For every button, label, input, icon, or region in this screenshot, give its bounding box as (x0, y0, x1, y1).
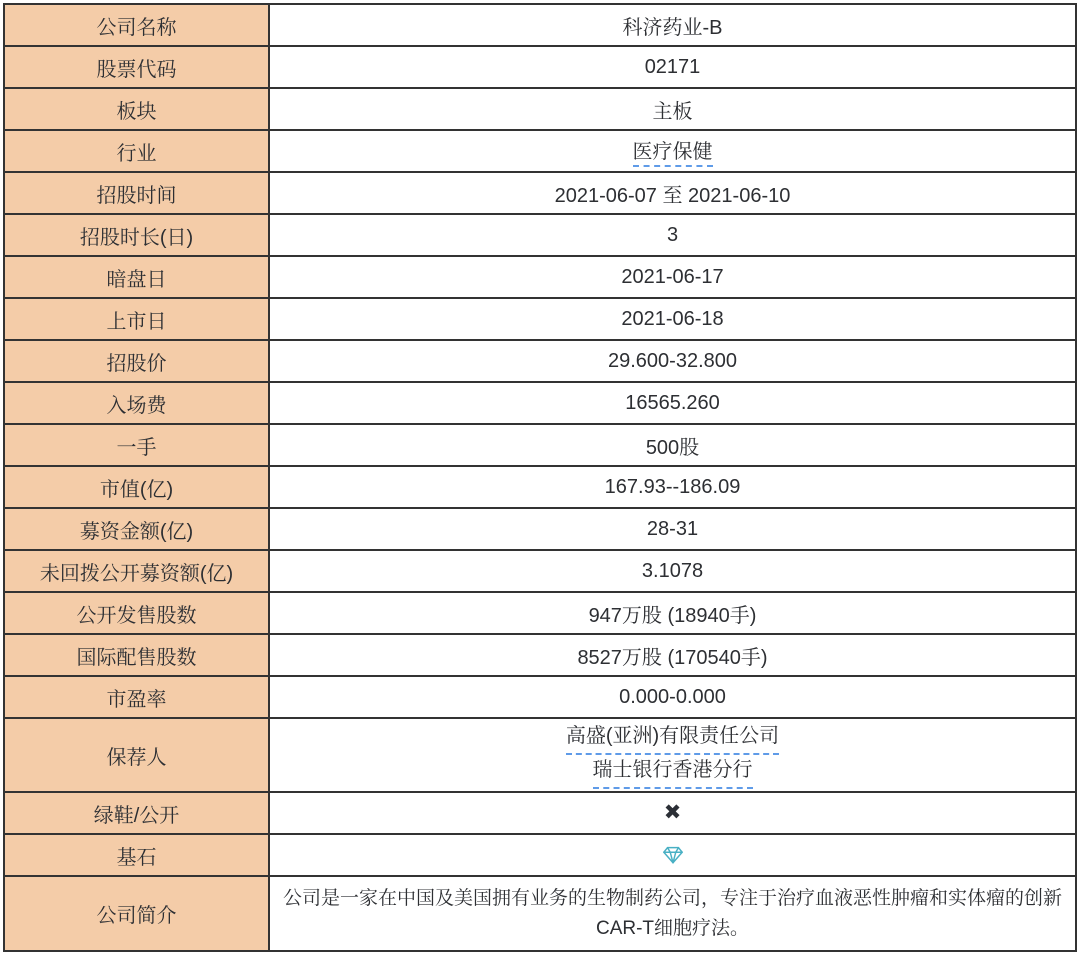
table-row-funds-raised (4, 508, 1076, 550)
offer-period-value: 2021-06-07 至 2021-06-10 (269, 172, 1076, 214)
unclawed-public-funds-value: 3.1078 (269, 550, 1076, 592)
sponsors-value (269, 718, 1076, 792)
international-placement-shares-value: 8527万股 (170540手) (269, 634, 1076, 676)
company-profile-label: 公司简介 (4, 876, 269, 951)
table-row-offer-price (4, 340, 1076, 382)
table-row-public-offer-shares (4, 592, 1076, 634)
table-row-board (4, 88, 1076, 130)
entry-fee-label: 入场费 (4, 382, 269, 424)
company-profile-text: 公司是一家在中国及美国拥有业务的生物制药公司，专注于治疗血液恶性肿瘤和实体瘤的创新CAR-T细胞疗法。 (282, 887, 1062, 939)
public-offer-shares-label: 公开发售股数 (4, 592, 269, 634)
board-value: 主板 (269, 88, 1076, 130)
ipo-info-table (3, 3, 1077, 952)
offer-duration-days-value: 3 (269, 214, 1076, 256)
pe-ratio-value: 0.000-0.000 (269, 676, 1076, 718)
sponsor-link[interactable]: 瑞士银行香港分行 (593, 755, 753, 789)
table-row-grey-market-date (4, 256, 1076, 298)
offer-price-value: 29.600-32.800 (269, 340, 1076, 382)
table-row-pe-ratio (4, 676, 1076, 718)
industry-link[interactable]: 医疗保健 (633, 135, 713, 167)
market-cap-label: 市值(亿) (4, 466, 269, 508)
table-row-greenshoe-public (4, 792, 1076, 834)
industry-label: 行业 (4, 130, 269, 172)
offer-duration-days-label: 招股时长(日) (4, 214, 269, 256)
pe-ratio-label: 市盈率 (4, 676, 269, 718)
table-row-company-profile (4, 876, 1076, 951)
company-profile-value (269, 876, 1076, 951)
market-cap-value: 167.93--186.09 (269, 466, 1076, 508)
grey-market-date-value: 2021-06-17 (269, 256, 1076, 298)
sponsor-line (276, 755, 1069, 789)
entry-fee-value: 16565.260 (269, 382, 1076, 424)
board-label: 板块 (4, 88, 269, 130)
unclawed-public-funds-label: 未回拨公开募资额(亿) (4, 550, 269, 592)
public-offer-shares-value: 947万股 (18940手) (269, 592, 1076, 634)
cornerstone-value (269, 834, 1076, 876)
lot-size-value: 500股 (269, 424, 1076, 466)
table-row-offer-duration-days (4, 214, 1076, 256)
company-name-label: 公司名称 (4, 4, 269, 46)
table-row-cornerstone (4, 834, 1076, 876)
table-row-market-cap (4, 466, 1076, 508)
sponsor-link[interactable]: 高盛(亚洲)有限责任公司 (566, 721, 779, 755)
diamond-icon[interactable] (662, 844, 684, 866)
industry-value (269, 130, 1076, 172)
table-row-unclawed-public-funds (4, 550, 1076, 592)
funds-raised-label: 募资金额(亿) (4, 508, 269, 550)
greenshoe-public-label: 绿鞋/公开 (4, 792, 269, 834)
funds-raised-value: 28-31 (269, 508, 1076, 550)
table-row-offer-period (4, 172, 1076, 214)
table-row-sponsors (4, 718, 1076, 792)
stock-code-value: 02171 (269, 46, 1076, 88)
stock-code-label: 股票代码 (4, 46, 269, 88)
table-row-industry (4, 130, 1076, 172)
table-row-international-placement-shares (4, 634, 1076, 676)
cross-icon: ✖ (663, 800, 682, 824)
lot-size-label: 一手 (4, 424, 269, 466)
table-row-company-name (4, 4, 1076, 46)
table-row-lot-size (4, 424, 1076, 466)
sponsor-line (276, 721, 1069, 755)
international-placement-shares-label: 国际配售股数 (4, 634, 269, 676)
table-row-stock-code (4, 46, 1076, 88)
table-row-listing-date (4, 298, 1076, 340)
cornerstone-label: 基石 (4, 834, 269, 876)
table-row-entry-fee (4, 382, 1076, 424)
listing-date-value: 2021-06-18 (269, 298, 1076, 340)
offer-price-label: 招股价 (4, 340, 269, 382)
ipo-table-body (4, 4, 1076, 951)
company-name-value: 科济药业-B (269, 4, 1076, 46)
listing-date-label: 上市日 (4, 298, 269, 340)
sponsors-label: 保荐人 (4, 718, 269, 792)
offer-period-label: 招股时间 (4, 172, 269, 214)
grey-market-date-label: 暗盘日 (4, 256, 269, 298)
greenshoe-public-value (269, 792, 1076, 834)
